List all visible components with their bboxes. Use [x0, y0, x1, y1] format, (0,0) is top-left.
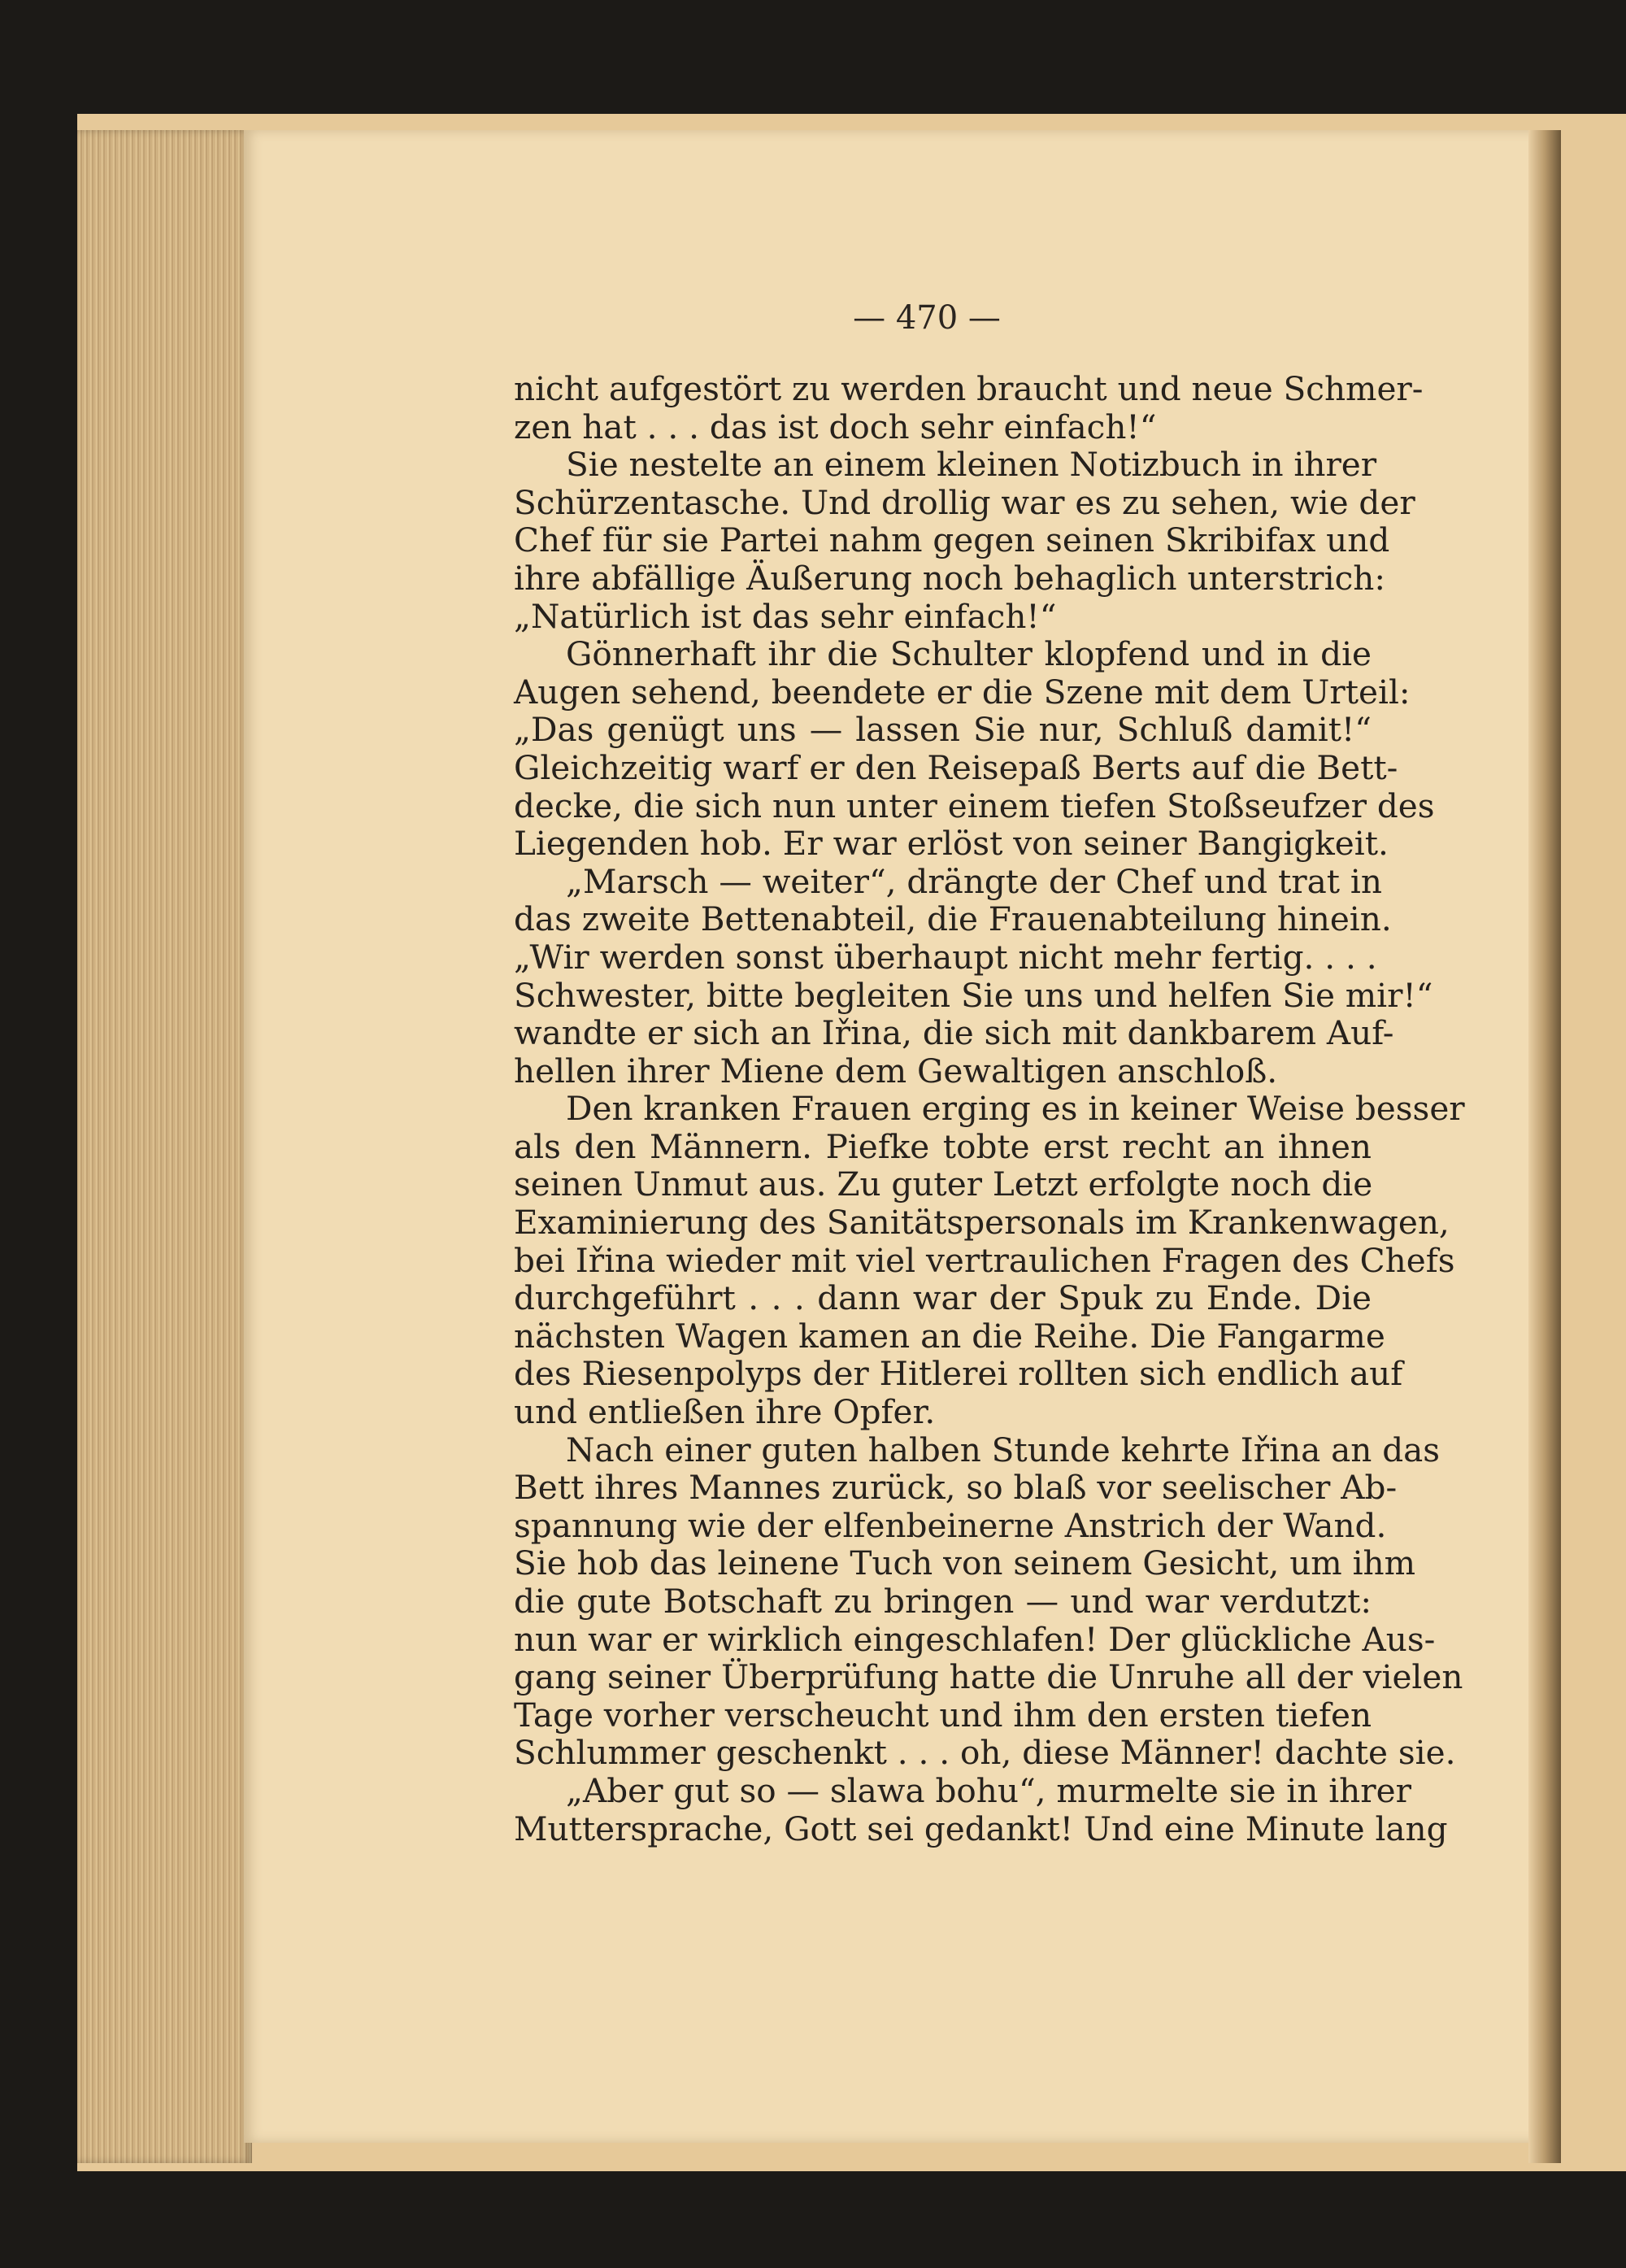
text-line: „Natürlich ist das sehr einfach!“ [514, 596, 1057, 636]
page-number: — 470 — [853, 299, 1001, 337]
text-line: decke, die sich nun unter einem tiefen Stoßseufzer des [514, 786, 1435, 825]
text-line: das zweite Bettenabteil, die Frauenabteilung hinein. [514, 899, 1392, 939]
text-line: Gönnerhaft ihr die Schulter klopfend und in die [566, 634, 1372, 674]
text-line: bei Iřina wieder mit viel vertraulichen Fragen des Chefs [514, 1240, 1455, 1280]
text-line: wandte er sich an Iřina, die sich mit dankbarem Auf- [514, 1013, 1394, 1053]
text-line: Den kranken Frauen erging es in keiner Weise besser [566, 1089, 1465, 1129]
text-line: zen hat . . . das ist doch sehr einfach!“ [514, 407, 1157, 446]
text-line: nicht aufgestört zu werden braucht und neue Schmer- [514, 369, 1424, 408]
text-line: hellen ihrer Miene dem Gewaltigen anschloß. [514, 1051, 1278, 1090]
page-stack-edges [77, 130, 252, 2163]
text-line: „Wir werden sonst überhaupt nicht mehr fertig. . . . [514, 937, 1377, 977]
text-line: Muttersprache, Gott sei gedankt! Und eine Minute lang [514, 1809, 1448, 1848]
text-line: nun war er wirklich eingeschlafen! Der glückliche Aus- [514, 1619, 1436, 1659]
text-line: Bett ihres Mannes zurück, so blaß vor seelischer Ab- [514, 1468, 1398, 1508]
body-text [514, 369, 1465, 1848]
text-line: gang seiner Überprüfung hatte die Unruhe all der vielen [514, 1657, 1463, 1697]
text-line: Augen sehend, beendete er die Szene mit dem Urteil: [514, 672, 1411, 712]
text-line: nächsten Wagen kamen an die Reihe. Die Fangarme [514, 1316, 1385, 1356]
text-line: „Aber gut so — slawa bohu“, murmelte sie in ihrer [566, 1770, 1411, 1810]
text-line: die gute Botschaft zu bringen — und war verdutzt: [514, 1582, 1372, 1621]
text-line: des Riesenpolyps der Hitlerei rollten sich endlich auf [514, 1354, 1403, 1394]
text-line: „Das genügt uns — lassen Sie nur, Schluß damit!“ [514, 710, 1372, 750]
text-line: Schlummer geschenkt . . . oh, diese Männer! dachte sie. [514, 1733, 1456, 1773]
book-gutter [1528, 130, 1561, 2163]
text-line: Chef für sie Partei nahm gegen seinen Skribifax und [514, 520, 1390, 560]
text-line: seinen Unmut aus. Zu guter Letzt erfolgte noch die [514, 1164, 1373, 1204]
text-line: Sie hob das leinene Tuch von seinem Gesicht, um ihm [514, 1543, 1416, 1583]
text-line: spannung wie der elfenbeinerne Anstrich der Wand. [514, 1505, 1387, 1545]
text-line: Tage vorher verscheucht und ihm den ersten tiefen [514, 1695, 1372, 1735]
text-line: Liegenden hob. Er war erlöst von seiner Bangigkeit. [514, 824, 1389, 864]
text-line: Nach einer guten halben Stunde kehrte Iřina an das [566, 1430, 1441, 1469]
text-line: Sie nestelte an einem kleinen Notizbuch in ihrer [566, 445, 1377, 485]
text-line: Schwester, bitte begleiten Sie uns und helfen Sie mir!“ [514, 975, 1433, 1015]
text-line: durchgeführt . . . dann war der Spuk zu Ende. Die [514, 1278, 1372, 1318]
text-line: Gleichzeitig warf er den Reisepaß Berts auf die Bett- [514, 747, 1398, 787]
text-line: ihre abfällige Äußerung noch behaglich unterstrich: [514, 558, 1386, 598]
text-line: Schürzentasche. Und drollig war es zu sehen, wie der [514, 482, 1415, 522]
text-line: und entließen ihre Opfer. [514, 1392, 936, 1432]
text-line: „Marsch — weiter“, drängte der Chef und trat in [566, 861, 1382, 901]
text-line: als den Männern. Piefke tobte erst recht an ihnen [514, 1126, 1372, 1166]
text-line: Examinierung des Sanitätspersonals im Krankenwagen, [514, 1203, 1450, 1243]
